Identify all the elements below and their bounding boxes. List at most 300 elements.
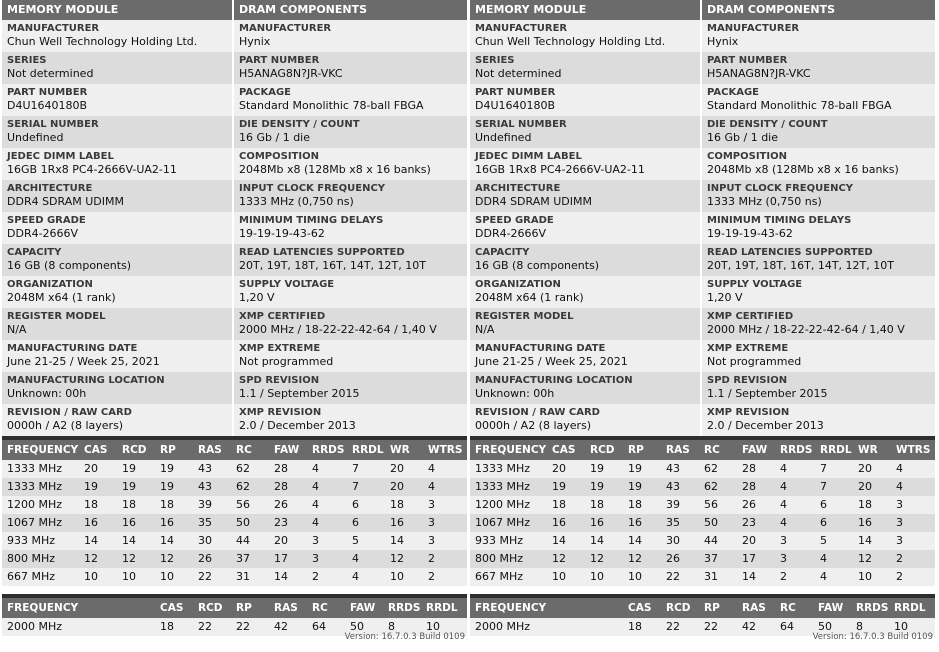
column-header-ras: RAS [742, 602, 766, 614]
field-label: XMP CERTIFIED [239, 311, 326, 322]
field-value: Not determined [475, 67, 562, 80]
column-header-rrdl: RRDL [352, 444, 384, 456]
dram-components-field [702, 244, 935, 276]
field-value: DDR4-2666V [7, 227, 79, 240]
table-cell: 20 [390, 480, 404, 493]
table-cell: 4 [820, 570, 827, 583]
column-header-faw: FAW [742, 444, 768, 456]
table-cell: 667 MHz [475, 570, 524, 583]
table-cell: 22 [236, 620, 250, 633]
field-value: DDR4-2666V [475, 227, 547, 240]
dram-components-field [234, 372, 467, 404]
dram-components-field [702, 308, 935, 340]
table-cell: 19 [84, 480, 98, 493]
field-label: SPEED GRADE [7, 215, 86, 226]
table-cell: 4 [780, 516, 787, 529]
dram-components-field [702, 84, 935, 116]
table-cell: 56 [704, 498, 718, 511]
column-header-cas: CAS [160, 602, 184, 614]
table-cell: 3 [780, 534, 787, 547]
column-header-frequency: FREQUENCY [7, 602, 79, 614]
table-cell: 26 [742, 498, 756, 511]
table-cell: 31 [236, 570, 250, 583]
table-cell: 18 [160, 498, 174, 511]
table-cell: 10 [628, 570, 642, 583]
table-cell: 42 [742, 620, 756, 633]
field-label: CAPACITY [7, 247, 62, 258]
table-cell: 16 [590, 516, 604, 529]
table-cell: 1333 MHz [475, 480, 531, 493]
column-header-rc: RC [236, 444, 252, 456]
table-cell: 12 [84, 552, 98, 565]
field-label: REGISTER MODEL [475, 311, 574, 322]
field-value: Not programmed [239, 355, 334, 368]
table-cell: 19 [628, 462, 642, 475]
memory-module-field [470, 116, 700, 148]
field-label: REVISION / RAW CARD [475, 407, 600, 418]
field-value: H5ANAG8N?JR-VKC [239, 67, 343, 80]
table-cell: 10 [160, 570, 174, 583]
memory-module-column [470, 0, 700, 436]
table-cell: 4 [428, 480, 435, 493]
table-cell: 26 [666, 552, 680, 565]
table-cell: 800 MHz [7, 552, 56, 565]
column-header-rcd: RCD [122, 444, 147, 456]
field-label: SERIAL NUMBER [475, 119, 567, 130]
table-cell: 17 [742, 552, 756, 565]
table-cell: 18 [590, 498, 604, 511]
table-cell: 2 [428, 570, 435, 583]
table-cell: 22 [198, 620, 212, 633]
column-header-ras: RAS [274, 602, 298, 614]
memory-module-field [2, 404, 232, 436]
table-cell: 43 [198, 462, 212, 475]
table-cell: 39 [666, 498, 680, 511]
field-label: MINIMUM TIMING DELAYS [239, 215, 384, 226]
table-row [470, 460, 935, 478]
table-cell: 1067 MHz [7, 516, 63, 529]
table-cell: 19 [552, 480, 566, 493]
field-label: PACKAGE [239, 87, 292, 98]
xmp-table-header-row [2, 598, 467, 618]
dram-components-field [234, 212, 467, 244]
field-label: COMPOSITION [239, 151, 319, 162]
field-value: 1333 MHz (0,750 ns) [707, 195, 822, 208]
timing-table [470, 440, 935, 586]
table-cell: 14 [274, 570, 288, 583]
table-cell: 2000 MHz [7, 620, 63, 633]
table-cell: 4 [428, 462, 435, 475]
field-label: INPUT CLOCK FREQUENCY [239, 183, 386, 194]
table-cell: 3 [428, 516, 435, 529]
field-value: D4U1640180B [475, 99, 556, 112]
table-cell: 4 [312, 498, 319, 511]
table-cell: 4 [312, 480, 319, 493]
field-value: 1,20 V [707, 291, 743, 304]
field-value: 0000h / A2 (8 layers) [475, 419, 592, 432]
field-label: MANUFACTURER [707, 23, 800, 34]
table-cell: 4 [896, 462, 903, 475]
table-cell: 4 [780, 498, 787, 511]
field-value: 16GB 1Rx8 PC4-2666V-UA2-11 [7, 163, 177, 176]
table-cell: 800 MHz [475, 552, 524, 565]
table-cell: 62 [704, 480, 718, 493]
column-header-rp: RP [236, 602, 252, 614]
column-header-rrdl: RRDL [426, 602, 458, 614]
field-label: READ LATENCIES SUPPORTED [239, 247, 405, 258]
table-cell: 7 [820, 462, 827, 475]
table-cell: 43 [666, 480, 680, 493]
table-row [470, 478, 935, 496]
table-row [2, 460, 467, 478]
table-cell: 10 [426, 620, 440, 633]
table-cell: 6 [352, 516, 359, 529]
field-label: ORGANIZATION [7, 279, 93, 290]
table-cell: 933 MHz [7, 534, 56, 547]
table-cell: 28 [742, 462, 756, 475]
table-cell: 933 MHz [475, 534, 524, 547]
table-cell: 23 [274, 516, 288, 529]
table-cell: 2 [780, 570, 787, 583]
table-cell: 18 [858, 498, 872, 511]
table-cell: 28 [274, 462, 288, 475]
field-label: SERIAL NUMBER [7, 119, 99, 130]
table-cell: 42 [274, 620, 288, 633]
table-cell: 1067 MHz [475, 516, 531, 529]
table-row [2, 478, 467, 496]
table-cell: 1333 MHz [7, 480, 63, 493]
table-cell: 4 [896, 480, 903, 493]
table-cell: 4 [780, 480, 787, 493]
dram-components-field [234, 308, 467, 340]
field-label: INPUT CLOCK FREQUENCY [707, 183, 854, 194]
table-cell: 50 [236, 516, 250, 529]
memory-module-field [470, 20, 700, 52]
table-cell: 1333 MHz [475, 462, 531, 475]
field-value: June 21-25 / Week 25, 2021 [7, 355, 160, 368]
table-cell: 10 [894, 620, 908, 633]
column-header-rc: RC [704, 444, 720, 456]
table-cell: 10 [590, 570, 604, 583]
field-label: PACKAGE [707, 87, 760, 98]
field-label: SPD REVISION [239, 375, 320, 386]
column-header-faw: FAW [350, 602, 376, 614]
table-cell: 8 [856, 620, 863, 633]
dram-components-header: DRAM COMPONENTS [702, 0, 935, 20]
table-cell: 12 [858, 552, 872, 565]
table-cell: 2 [896, 570, 903, 583]
table-cell: 14 [84, 534, 98, 547]
memory-module-field [2, 212, 232, 244]
field-value: Chun Well Technology Holding Ltd. [7, 35, 198, 48]
field-value: D4U1640180B [7, 99, 88, 112]
table-cell: 20 [552, 462, 566, 475]
table-cell: 14 [628, 534, 642, 547]
memory-module-field [470, 52, 700, 84]
table-cell: 2000 MHz [475, 620, 531, 633]
table-cell: 3 [896, 534, 903, 547]
field-label: PART NUMBER [239, 55, 320, 66]
field-value: Standard Monolithic 78-ball FBGA [707, 99, 892, 112]
table-cell: 2 [428, 552, 435, 565]
table-cell: 44 [704, 534, 718, 547]
dram-components-field [702, 180, 935, 212]
table-cell: 12 [628, 552, 642, 565]
field-label: JEDEC DIMM LABEL [475, 151, 582, 162]
table-cell: 6 [820, 516, 827, 529]
table-cell: 14 [590, 534, 604, 547]
spd-panel-right [470, 0, 935, 652]
memory-module-field [470, 84, 700, 116]
column-header-wr: WR [390, 444, 410, 456]
column-header-rp: RP [160, 444, 176, 456]
table-cell: 3 [428, 498, 435, 511]
field-label: XMP EXTREME [707, 343, 789, 354]
table-cell: 26 [274, 498, 288, 511]
memory-module-field [2, 308, 232, 340]
memory-module-field [470, 372, 700, 404]
column-header-ras: RAS [198, 444, 222, 456]
table-cell: 3 [312, 534, 319, 547]
table-cell: 64 [780, 620, 794, 633]
column-header-rp: RP [704, 602, 720, 614]
dram-components-field [702, 404, 935, 436]
table-cell: 1200 MHz [475, 498, 531, 511]
field-label: REGISTER MODEL [7, 311, 106, 322]
table-cell: 7 [352, 480, 359, 493]
table-cell: 2 [312, 570, 319, 583]
spacer [2, 586, 467, 594]
table-cell: 4 [820, 552, 827, 565]
column-header-rrdl: RRDL [820, 444, 852, 456]
table-cell: 43 [666, 462, 680, 475]
column-header-cas: CAS [628, 602, 652, 614]
table-cell: 18 [628, 620, 642, 633]
field-value: H5ANAG8N?JR-VKC [707, 67, 811, 80]
column-header-rrds: RRDS [388, 602, 421, 614]
table-cell: 22 [666, 620, 680, 633]
table-cell: 20 [390, 462, 404, 475]
table-cell: 35 [198, 516, 212, 529]
dram-components-field [702, 148, 935, 180]
memory-module-field [2, 20, 232, 52]
column-header-rcd: RCD [666, 602, 691, 614]
field-value: 2.0 / December 2013 [707, 419, 824, 432]
field-label: XMP EXTREME [239, 343, 321, 354]
memory-module-field [470, 180, 700, 212]
table-row [470, 532, 935, 550]
dram-components-field [234, 116, 467, 148]
field-label: ORGANIZATION [475, 279, 561, 290]
column-header-wr: WR [858, 444, 878, 456]
field-label: SUPPLY VOLTAGE [707, 279, 803, 290]
timing-table-header-row [2, 440, 467, 460]
dram-components-field [702, 340, 935, 372]
field-label: PART NUMBER [7, 87, 88, 98]
table-cell: 28 [274, 480, 288, 493]
table-cell: 20 [742, 534, 756, 547]
table-cell: 2 [896, 552, 903, 565]
field-label: MANUFACTURER [475, 23, 568, 34]
column-header-wtrs: WTRS [896, 444, 931, 456]
field-label: MANUFACTURING LOCATION [475, 375, 633, 386]
table-cell: 23 [742, 516, 756, 529]
table-cell: 31 [704, 570, 718, 583]
column-header-faw: FAW [818, 602, 844, 614]
table-cell: 10 [84, 570, 98, 583]
table-cell: 5 [352, 534, 359, 547]
table-cell: 50 [818, 620, 832, 633]
timing-table [2, 440, 467, 586]
column-header-rrds: RRDS [780, 444, 813, 456]
field-label: REVISION / RAW CARD [7, 407, 132, 418]
table-cell: 20 [858, 480, 872, 493]
column-header-frequency: FREQUENCY [7, 444, 79, 456]
table-cell: 4 [312, 462, 319, 475]
field-value: Chun Well Technology Holding Ltd. [475, 35, 666, 48]
table-row [470, 568, 935, 586]
field-label: DIE DENSITY / COUNT [239, 119, 360, 130]
info-section [2, 0, 467, 436]
field-value: Not determined [7, 67, 94, 80]
version-label: Version: 16.7.0.3 Build 0109 [344, 632, 465, 642]
table-cell: 43 [198, 480, 212, 493]
table-cell: 4 [780, 462, 787, 475]
field-value: Undefined [7, 131, 64, 144]
table-cell: 4 [352, 552, 359, 565]
field-label: MANUFACTURER [7, 23, 100, 34]
table-cell: 16 [122, 516, 136, 529]
table-cell: 14 [742, 570, 756, 583]
table-cell: 62 [236, 462, 250, 475]
table-cell: 16 [858, 516, 872, 529]
table-cell: 19 [160, 480, 174, 493]
field-value: 16 GB (8 components) [7, 259, 132, 272]
dram-components-field [234, 84, 467, 116]
dram-components-column [234, 0, 467, 436]
timing-table-header-row [470, 440, 935, 460]
field-label: SUPPLY VOLTAGE [239, 279, 335, 290]
table-cell: 1200 MHz [7, 498, 63, 511]
column-header-rc: RC [312, 602, 328, 614]
table-cell: 10 [390, 570, 404, 583]
table-cell: 3 [896, 498, 903, 511]
table-cell: 39 [198, 498, 212, 511]
dram-components-field [234, 148, 467, 180]
table-cell: 50 [350, 620, 364, 633]
spd-panel-left [2, 0, 467, 652]
field-value: June 21-25 / Week 25, 2021 [475, 355, 628, 368]
memory-module-field [470, 340, 700, 372]
memory-module-header: MEMORY MODULE [2, 0, 232, 20]
table-cell: 4 [312, 516, 319, 529]
table-cell: 64 [312, 620, 326, 633]
memory-module-field [2, 244, 232, 276]
field-value: Standard Monolithic 78-ball FBGA [239, 99, 424, 112]
table-cell: 12 [122, 552, 136, 565]
table-cell: 18 [122, 498, 136, 511]
table-cell: 18 [84, 498, 98, 511]
spacer [470, 586, 935, 594]
field-value: 20T, 19T, 18T, 16T, 14T, 12T, 10T [707, 259, 894, 272]
table-cell: 12 [552, 552, 566, 565]
dram-components-field [702, 52, 935, 84]
dram-components-field [702, 372, 935, 404]
field-value: DDR4 SDRAM UDIMM [7, 195, 124, 208]
memory-module-field [2, 84, 232, 116]
column-header-rcd: RCD [590, 444, 615, 456]
table-cell: 5 [820, 534, 827, 547]
table-cell: 22 [704, 620, 718, 633]
table-cell: 3 [896, 516, 903, 529]
field-value: N/A [475, 323, 495, 336]
table-cell: 19 [590, 462, 604, 475]
field-value: 16 Gb / 1 die [707, 131, 779, 144]
memory-module-field [470, 244, 700, 276]
field-label: SERIES [475, 55, 515, 66]
dram-components-field [702, 212, 935, 244]
field-label: CAPACITY [475, 247, 530, 258]
column-header-cas: CAS [552, 444, 576, 456]
table-cell: 19 [160, 462, 174, 475]
dram-components-field [702, 116, 935, 148]
table-row [2, 550, 467, 568]
field-label: MANUFACTURER [239, 23, 332, 34]
table-cell: 10 [122, 570, 136, 583]
memory-module-field [2, 372, 232, 404]
memory-module-field [2, 52, 232, 84]
column-header-rp: RP [628, 444, 644, 456]
memory-module-field [470, 276, 700, 308]
table-cell: 62 [236, 480, 250, 493]
field-label: READ LATENCIES SUPPORTED [707, 247, 873, 258]
table-cell: 37 [704, 552, 718, 565]
field-value: Hynix [707, 35, 739, 48]
column-header-wtrs: WTRS [428, 444, 463, 456]
column-header-rc: RC [780, 602, 796, 614]
table-cell: 18 [390, 498, 404, 511]
xmp-table [470, 598, 935, 636]
field-label: SPEED GRADE [475, 215, 554, 226]
memory-module-field [2, 180, 232, 212]
table-cell: 12 [390, 552, 404, 565]
table-cell: 3 [780, 552, 787, 565]
table-cell: 6 [820, 498, 827, 511]
table-cell: 16 [84, 516, 98, 529]
field-value: N/A [7, 323, 27, 336]
field-label: SPD REVISION [707, 375, 788, 386]
table-cell: 14 [858, 534, 872, 547]
table-cell: 28 [742, 480, 756, 493]
field-value: 0000h / A2 (8 layers) [7, 419, 124, 432]
table-cell: 1333 MHz [7, 462, 63, 475]
table-cell: 26 [198, 552, 212, 565]
dram-components-field [234, 20, 467, 52]
table-cell: 30 [198, 534, 212, 547]
column-header-frequency: FREQUENCY [475, 444, 547, 456]
field-label: PART NUMBER [707, 55, 788, 66]
column-header-rrds: RRDS [312, 444, 345, 456]
field-label: MINIMUM TIMING DELAYS [707, 215, 852, 226]
table-cell: 20 [274, 534, 288, 547]
memory-module-field [2, 340, 232, 372]
field-value: 16GB 1Rx8 PC4-2666V-UA2-11 [475, 163, 645, 176]
field-value: 16 GB (8 components) [475, 259, 600, 272]
table-cell: 18 [160, 620, 174, 633]
table-cell: 8 [388, 620, 395, 633]
table-cell: 37 [236, 552, 250, 565]
dram-components-column [702, 0, 935, 436]
